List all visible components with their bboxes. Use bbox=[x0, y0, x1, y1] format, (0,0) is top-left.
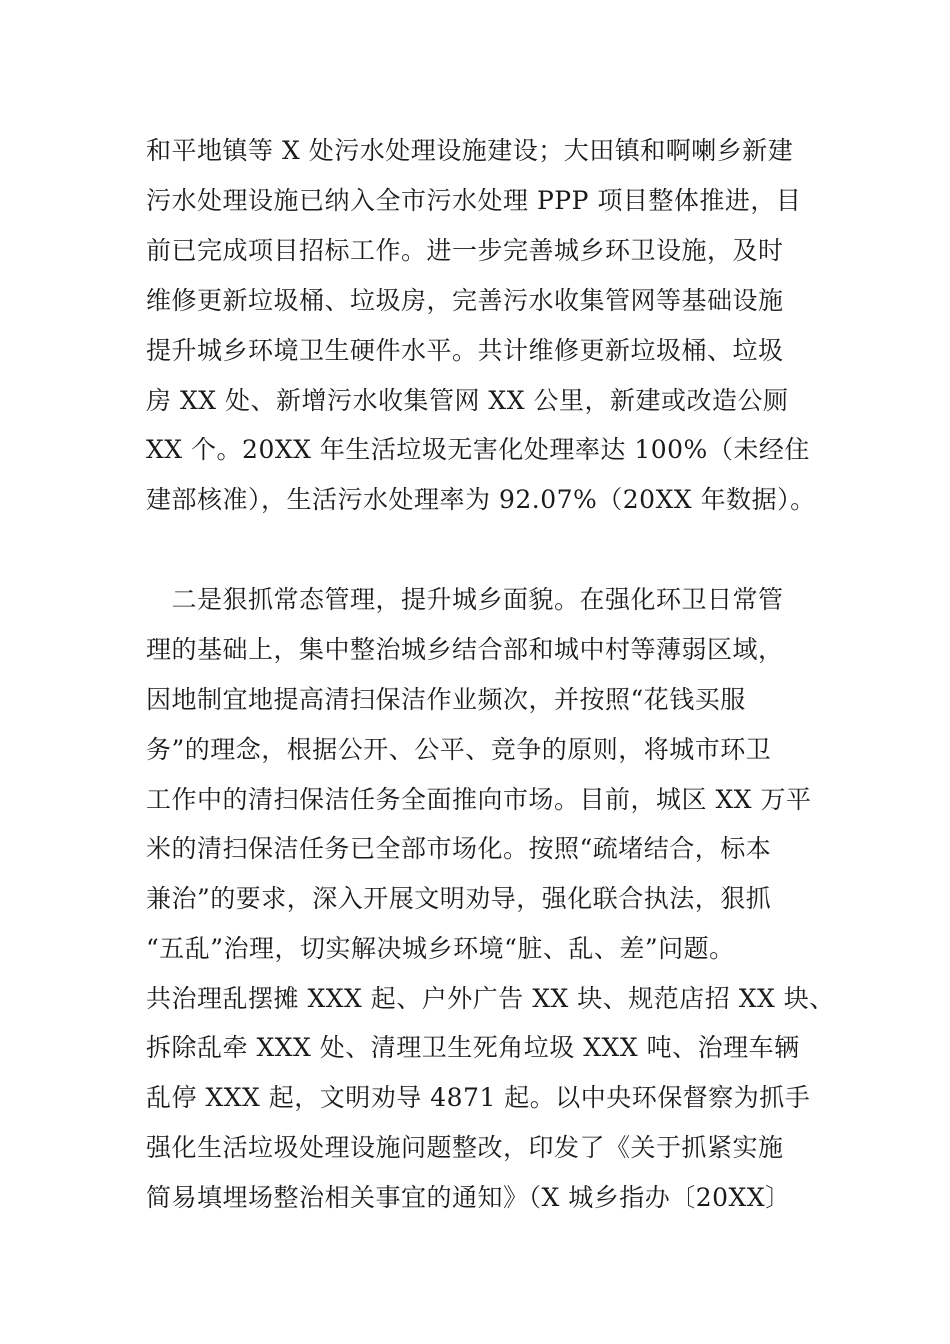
text-line: 强化生活垃圾处理设施问题整改，印发了《关于抓紧实施 bbox=[146, 1133, 784, 1162]
text-line: 乱停 XXX 起，文明劝导 4871 起。以中央环保督察为抓手 bbox=[146, 1083, 811, 1112]
text-line: 理的基础上，集中整治城乡结合部和城中村等薄弱区域， bbox=[146, 635, 784, 664]
text-line: 房 XX 处、新增污水收集管网 XX 公里，新建或改造公厕 bbox=[146, 386, 789, 415]
text-line: “五乱”治理，切实解决城乡环境“脏、乱、差”问题。 bbox=[146, 934, 735, 963]
text-line: 二是狠抓常态管理，提升城乡面貌。在强化环卫日常管 bbox=[146, 585, 784, 614]
text-line: 务”的理念，根据公开、公平、竞争的原则，将城市环卫 bbox=[146, 735, 772, 764]
text-line: 拆除乱牵 XXX 处、清理卫生死角垃圾 XXX 吨、治理车辆 bbox=[146, 1033, 800, 1062]
text-line: 米的清扫保洁任务已全部市场化。按照“疏堵结合，标本 bbox=[146, 834, 772, 863]
text-line: 兼治”的要求，深入开展文明劝导，强化联合执法，狠抓 bbox=[146, 884, 772, 913]
text-line: XX 个。20XX 年生活垃圾无害化处理率达 100%（未经住 bbox=[146, 435, 810, 464]
text-line: 提升城乡环境卫生硬件水平。共计维修更新垃圾桶、垃圾 bbox=[146, 336, 784, 365]
text-line: 简易填埋场整治相关事宜的通知》（X 城乡指办〔20XX〕 bbox=[146, 1183, 791, 1212]
text-line: 建部核准），生活污水处理率为 92.07%（20XX 年数据）。 bbox=[146, 485, 816, 514]
text-line: 前已完成项目招标工作。进一步完善城乡环卫设施，及时 bbox=[146, 236, 784, 265]
text-line: 维修更新垃圾桶、垃圾房，完善污水收集管网等基础设施 bbox=[146, 286, 784, 315]
text-line: 因地制宜地提高清扫保洁作业频次，并按照“花钱买服 bbox=[146, 685, 746, 714]
text-line: 共治理乱摆摊 XXX 起、户外广告 XX 块、规范店招 XX 块、 bbox=[146, 984, 835, 1013]
text-line: 工作中的清扫保洁任务全面推向市场。目前，城区 XX 万平 bbox=[146, 785, 812, 814]
text-line: 污水处理设施已纳入全市污水处理 PPP 项目整体推进，目 bbox=[146, 186, 802, 215]
text-line: 和平地镇等 X 处污水处理设施建设；大田镇和啊喇乡新建 bbox=[146, 136, 794, 165]
